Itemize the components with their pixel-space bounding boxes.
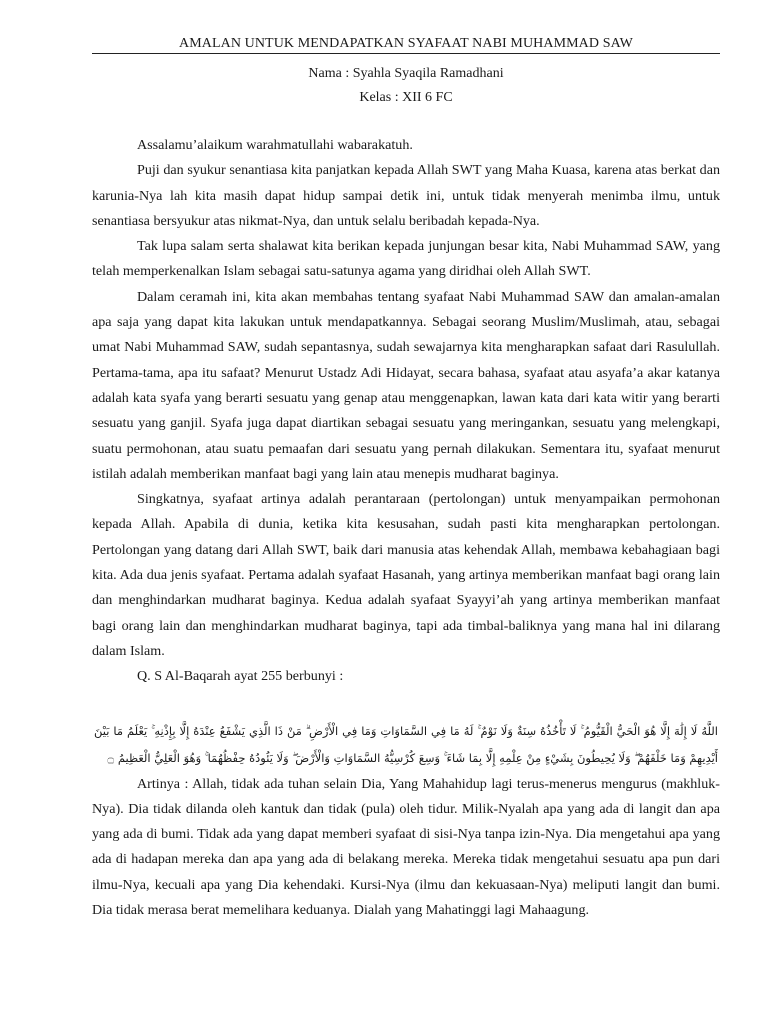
document-body	[92, 133, 720, 923]
author-name: Nama : Syahla Syaqila Ramadhani	[308, 66, 504, 81]
body-paragraph: Tak lupa salam serta shalawat kita berikan kepada junjungan besar kita, Nabi Muhammad SAW, yang telah memperkenalkan Islam sebagai satu-satunya agama yang diridhai oleh Allah SWT.	[92, 238, 720, 280]
body-paragraph: Dalam ceramah ini, kita akan membahas tentang syafaat Nabi Muhammad SAW dan amalan-amalan apa saja yang dapat kita lakukan untuk mendapatkannya. Sebagai seorang Muslim/Muslimah, atau, sebagai umat Nabi Muhammad SAW, sudah sepantasnya, sudah sewajarnya kita mengharapkan safaat dari Rasulullah. Pertama-tama, apa itu safaat? Menurut Ustadz Adi Hidayat, secara bahasa, syafaat atau asyafa’a akar katanya adalah kata syafa yang berarti sesuatu yang genap atau menggenapkan, lawan kata dari kata witir yang berarti sesuatu yang ganjil. Syafa juga dapat diartikan sebagai sesuatu yang meringankan, sesuatu yang melengkapi, suatu permohonan, atau suatu pemaafan dari sesuatu yang pernah dilakukan. Sementara itu, syafaat menurut istilah adalah memberikan manfaat bagi yang lain atau menepis mudharat baginya.	[92, 288, 720, 482]
body-paragraph: Singkatnya, syafaat artinya adalah perantaraan (pertolongan) untuk menyampaikan permohonan kepada Allah. Apabila di dunia, ketika kita kesusahan, sudah pasti kita mengharapkan pertolongan. Pertolongan yang datang dari Allah SWT, baik dari manusia atas kehendak Allah, membawa kebahagiaan bagi kita. Ada dua jenis syafaat. Pertama adalah syafaat Hasanah, yang artinya memberikan manfaat bagi orang lain dan menghindarkan mudharat baginya. Kedua adalah syafaat Syayyi’ah yang artinya memberikan manfaat bagi orang lain dan menghindarkan mudharat baginya, tapi ada timbal-baliknya yang mana hal ini dilarang dalam Islam.	[92, 491, 720, 659]
document-title: AMALAN UNTUK MENDAPATKAN SYAFAAT NABI MUHAMMAD SAW	[179, 36, 633, 51]
verse-intro-paragraph: Q. S Al-Baqarah ayat 255 berbunyi :	[137, 668, 344, 685]
author-class: Kelas : XII 6 FC	[359, 90, 453, 105]
greeting-paragraph: Assalamu’alaikum warahmatullahi wabarakatuh.	[137, 137, 413, 153]
document-page	[92, 0, 720, 923]
translation-paragraph: Artinya : Allah, tidak ada tuhan selain Dia, Yang Mahahidup lagi terus-menerus mengurus (makhluk-Nya). Dia tidak dilanda oleh kantuk dan tidak (pula) oleh tidur. Milik-Nyalah apa yang ada di langit dan apa yang ada di bumi. Tidak ada yang dapat memberi syafaat di sisi-Nya tanpa izin-Nya. Dia mengetahui apa yang ada di hadapan mereka dan apa yang ada di belakang mereka. Mereka tidak mengetahui sesuatu apa pun dari ilmu-Nya, kecuali apa yang Dia kehendaki. Kursi-Nya (ilmu dan kekuasaan-Nya) meliputi langit dan bumi. Dia tidak merasa berat memelihara keduanya. Dialah yang Mahatinggi lagi Mahaagung.	[92, 775, 720, 919]
title-underline	[92, 53, 720, 54]
arabic-verse: اللَّهُ لَا إِلَٰهَ إِلَّا هُوَ الْحَيُّ الْقَيُّومُ ۚ لَا تَأْخُذُهُ سِنَةٌ وَلَا نَوْمٌ ۚ لَهُ مَا فِي السَّمَاوَاتِ وَمَا فِي الْأَرْضِ ۗ مَنْ ذَا الَّذِي يَشْفَعُ عِنْدَهُ إِلَّا بِإِذْنِهِ ۚ يَعْلَمُ مَا بَيْنَ أَيْدِيهِمْ وَمَا خَلْفَهُمْ ۖ وَلَا يُحِيطُونَ بِشَيْءٍ مِنْ عِلْمِهِ إِلَّا بِمَا شَاءَ ۚ وَسِعَ كُرْسِيُّهُ السَّمَاوَاتِ وَالْأَرْضَ ۖ وَلَا يَئُودُهُ حِفْظُهُمَا ۚ وَهُوَ الْعَلِيُّ الْعَظِيمُ ۝	[94, 723, 718, 765]
body-paragraph: Puji dan syukur senantiasa kita panjatkan kepada Allah SWT yang Maha Kuasa, karena atas berkat dan karunia-Nya lah kita masih dapat hidup sampai detik ini, untuk tidak menyerah menimba ilmu, untuk senantiasa bersyukur atas nikmat-Nya, dan untuk selalu beribadah kepada-Nya.	[92, 162, 720, 229]
